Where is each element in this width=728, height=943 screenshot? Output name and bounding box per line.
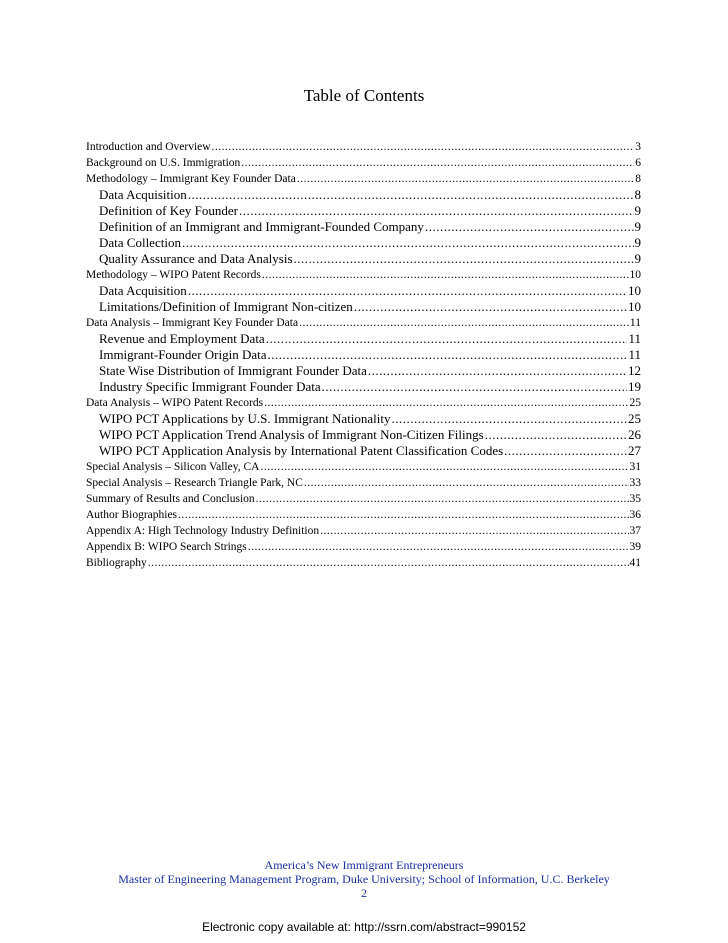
toc-dot-leader <box>368 363 627 379</box>
toc-entry-title: WIPO PCT Application Trend Analysis of Immigrant Non-Citizen Filings <box>99 427 484 442</box>
toc-entry-page: 9 <box>634 203 641 218</box>
toc-entry-page: 39 <box>629 541 641 553</box>
toc-dot-leader <box>297 171 634 187</box>
toc-dot-leader <box>320 523 628 539</box>
toc-dot-leader <box>294 251 634 267</box>
toc-entry <box>86 555 641 571</box>
toc-entry <box>86 539 641 555</box>
toc-entry-page: 8 <box>634 187 641 202</box>
toc-entry-title: Industry Specific Immigrant Founder Data <box>99 379 321 394</box>
toc-entry <box>86 427 641 443</box>
toc-dot-leader <box>188 283 627 299</box>
toc-entry-page: 19 <box>628 379 641 394</box>
page-title: Table of Contents <box>303 86 425 105</box>
toc-dot-leader <box>241 155 634 171</box>
footer-page-number: 2 <box>361 886 367 900</box>
toc-entry-page: 11 <box>629 317 641 329</box>
toc-entry <box>86 299 641 315</box>
toc-entry <box>86 203 641 219</box>
toc-entry-page: 11 <box>628 331 641 346</box>
toc-entry <box>86 411 641 427</box>
toc-entry-page: 11 <box>628 347 641 362</box>
toc-entry-page: 27 <box>628 443 641 458</box>
toc-entry-page: 36 <box>629 509 641 521</box>
toc-dot-leader <box>148 555 629 571</box>
toc-dot-leader <box>304 475 629 491</box>
toc-entry <box>86 331 641 347</box>
toc-entry <box>86 363 641 379</box>
toc-entry-page: 12 <box>628 363 641 378</box>
toc-entry-title: Summary of Results and Conclusion <box>86 493 255 505</box>
toc-entry <box>86 187 641 203</box>
toc-entry <box>86 283 641 299</box>
toc-entry-title: Appendix B: WIPO Search Strings <box>86 541 247 553</box>
toc-entry <box>86 379 641 395</box>
toc-entry <box>86 219 641 235</box>
toc-dot-leader <box>188 187 634 203</box>
page-footer <box>0 858 728 900</box>
toc-entry-title: Appendix A: High Technology Industry Definition <box>86 525 320 537</box>
toc-dot-leader <box>299 315 629 331</box>
toc-entry-page: 10 <box>628 299 641 314</box>
toc-entry-title: Quality Assurance and Data Analysis <box>99 251 293 266</box>
electronic-copy-notice: Electronic copy available at: http://ssrn.com/abstract=990152 <box>202 920 526 934</box>
toc-dot-leader <box>266 331 628 347</box>
toc-dot-leader <box>354 299 627 315</box>
toc-dot-leader <box>256 491 629 507</box>
footer-report-title: America’s New Immigrant Entrepreneurs <box>264 858 464 872</box>
toc-entry-title: WIPO PCT Applications by U.S. Immigrant Nationality <box>99 411 391 426</box>
toc-entry-title: Definition of an Immigrant and Immigrant-Founded Company <box>99 219 424 234</box>
toc-entry-title: Data Collection <box>99 235 181 250</box>
toc-entry <box>86 347 641 363</box>
toc-entry-title: Bibliography <box>86 557 147 569</box>
toc-entry <box>86 171 641 187</box>
toc-entry <box>86 443 641 459</box>
toc-entry-page: 26 <box>628 427 641 442</box>
toc-entry-title: Author Biographies <box>86 509 178 521</box>
toc-dot-leader <box>425 219 634 235</box>
toc-dot-leader <box>260 459 628 475</box>
toc-entry-title: Immigrant-Founder Origin Data <box>99 347 267 362</box>
toc-entry <box>86 507 641 523</box>
toc-entry-page: 9 <box>634 235 641 250</box>
toc-entry-page: 31 <box>629 461 641 473</box>
footer-institutions: Master of Engineering Management Program, Duke University; School of Information, U.C. Berkeley <box>118 872 610 886</box>
toc-entry-title: Introduction and Overview <box>86 141 211 153</box>
toc-dot-leader <box>239 203 633 219</box>
toc-entry-title: Data Acquisition <box>99 187 187 202</box>
toc-entry-title: State Wise Distribution of Immigrant Founder Data <box>99 363 367 378</box>
toc-dot-leader <box>262 267 629 283</box>
toc-entry-title: Special Analysis – Silicon Valley, CA <box>86 461 260 473</box>
toc-entry-page: 6 <box>635 157 641 169</box>
toc-entry-title: WIPO PCT Application Analysis by International Patent Classification Codes <box>99 443 504 458</box>
toc-entry <box>86 155 641 171</box>
toc-entry-title: Data Analysis – Immigrant Key Founder Data <box>86 317 299 329</box>
toc-entry-page: 9 <box>634 251 641 266</box>
toc-entry-page: 25 <box>628 411 641 426</box>
toc-entry <box>86 491 641 507</box>
toc-entry-title: Data Analysis – WIPO Patent Records <box>86 397 264 409</box>
toc-dot-leader <box>248 539 629 555</box>
toc-entry <box>86 315 641 331</box>
toc-entry-page: 37 <box>629 525 641 537</box>
toc-entry-page: 3 <box>635 141 641 153</box>
toc-entry-title: Methodology – Immigrant Key Founder Data <box>86 173 296 185</box>
toc-entry <box>86 251 641 267</box>
toc-dot-leader <box>322 379 627 395</box>
toc-entry-page: 25 <box>629 397 641 409</box>
toc-entry-page: 8 <box>635 173 641 185</box>
toc-entry-page: 41 <box>629 557 641 569</box>
toc-dot-leader <box>504 443 627 459</box>
toc-dot-leader <box>392 411 627 427</box>
toc-entry <box>86 395 641 411</box>
toc-dot-leader <box>178 507 628 523</box>
toc-entry-title: Definition of Key Founder <box>99 203 239 218</box>
toc-dot-leader <box>212 139 635 155</box>
toc-entry <box>86 523 641 539</box>
toc-entry-title: Background on U.S. Immigration <box>86 157 241 169</box>
toc-entry-page: 10 <box>628 283 641 298</box>
toc-entry-title: Methodology – WIPO Patent Records <box>86 269 261 281</box>
toc-entry-title: Limitations/Definition of Immigrant Non-citizen <box>99 299 353 314</box>
table-of-contents <box>86 139 641 571</box>
toc-entry-page: 33 <box>629 477 641 489</box>
toc-dot-leader <box>485 427 627 443</box>
toc-entry <box>86 459 641 475</box>
toc-entry-page: 9 <box>634 219 641 234</box>
toc-entry <box>86 139 641 155</box>
toc-dot-leader <box>264 395 628 411</box>
toc-dot-leader <box>268 347 628 363</box>
toc-entry <box>86 235 641 251</box>
toc-entry-page: 10 <box>629 269 641 281</box>
toc-dot-leader <box>182 235 634 251</box>
toc-entry-page: 35 <box>629 493 641 505</box>
toc-entry <box>86 267 641 283</box>
toc-entry-title: Special Analysis – Research Triangle Park, NC <box>86 477 303 489</box>
toc-entry-title: Data Acquisition <box>99 283 187 298</box>
toc-entry <box>86 475 641 491</box>
toc-entry-title: Revenue and Employment Data <box>99 331 265 346</box>
